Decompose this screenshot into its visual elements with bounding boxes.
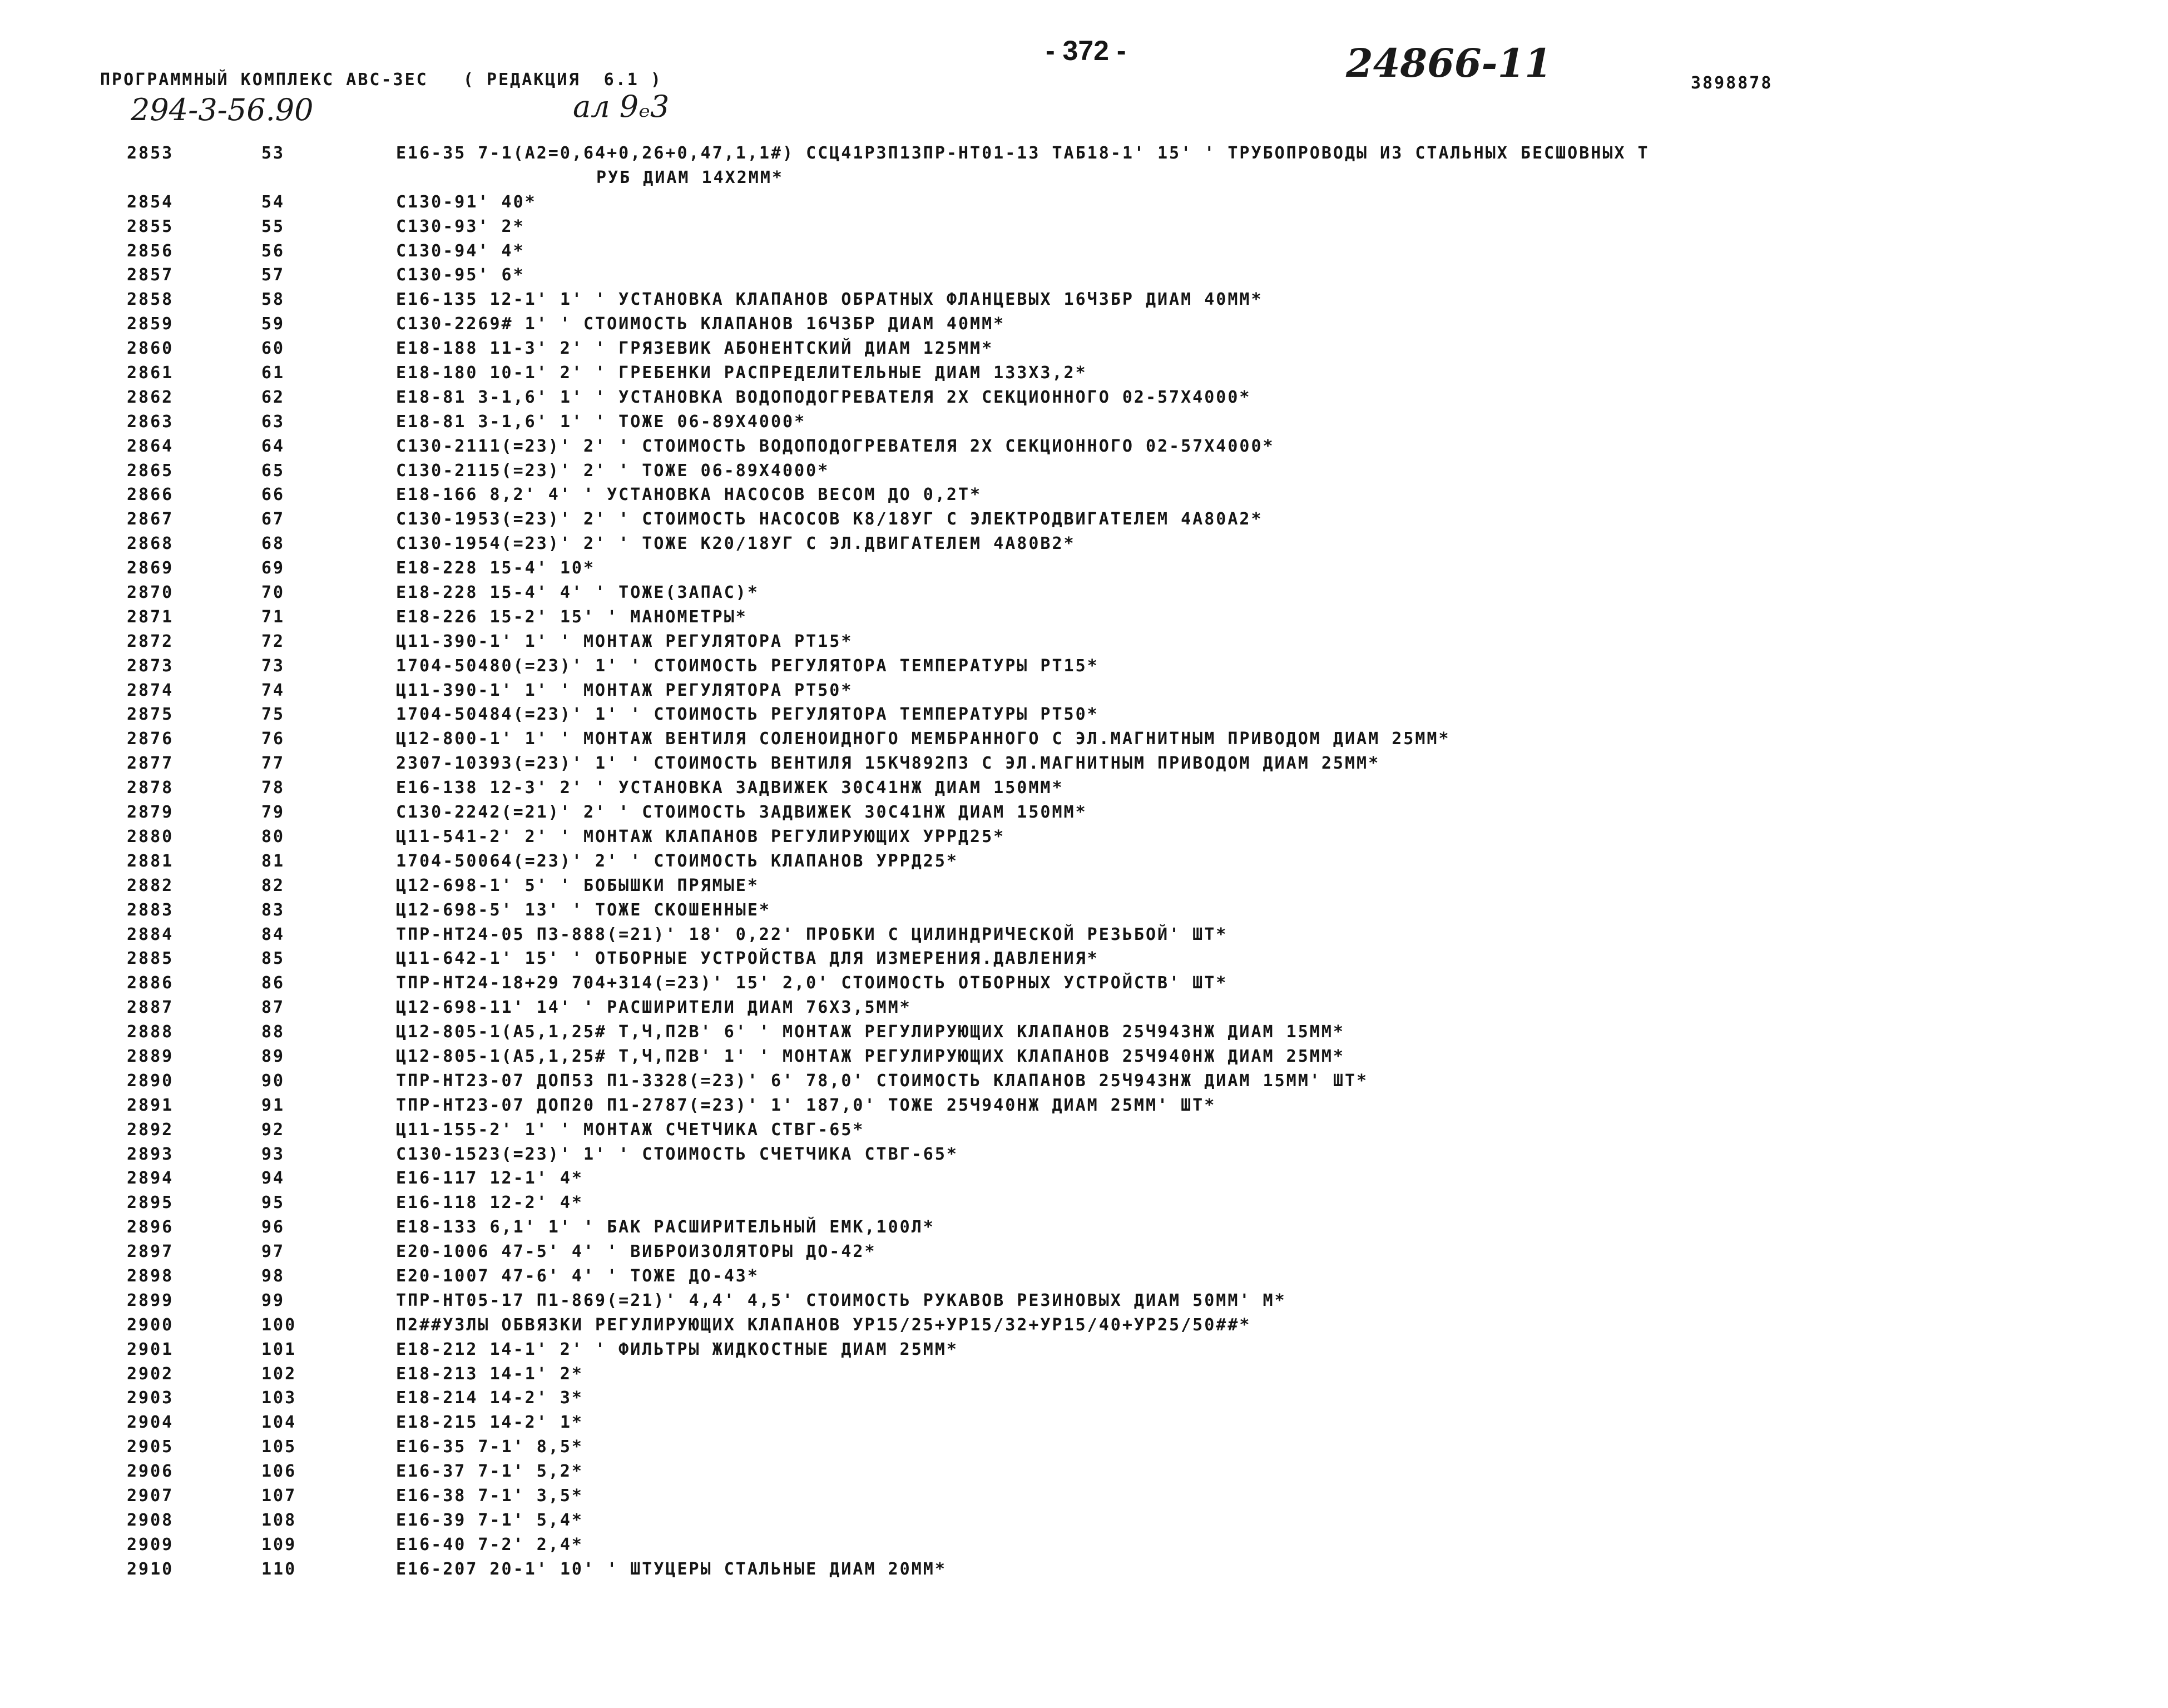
row-text: Е16-207 20-1' 10' ' ШТУЦЕРЫ СТАЛЬНЫЕ ДИАМ 20ММ* (396, 1559, 947, 1579)
listing-row (0, 507, 2168, 532)
listing-row (0, 654, 2168, 679)
row-text: Е16-35 7-1' 8,5* (396, 1437, 583, 1457)
listing-row-continuation (0, 166, 2168, 190)
row-number: 2888 (127, 1022, 174, 1042)
position-number: 59 (261, 314, 285, 334)
row-number: 2857 (127, 265, 174, 285)
listing-row (0, 947, 2168, 971)
listing-row (0, 825, 2168, 849)
position-number: 105 (261, 1437, 297, 1457)
row-number: 2887 (127, 998, 174, 1018)
row-number: 2867 (127, 509, 174, 529)
position-number: 91 (261, 1095, 285, 1115)
row-number: 2869 (127, 558, 174, 578)
position-number: 67 (261, 509, 285, 529)
row-text: С130-94' 4* (396, 241, 525, 261)
row-number: 2861 (127, 363, 174, 383)
position-number: 110 (261, 1559, 297, 1579)
row-number: 2886 (127, 973, 174, 993)
row-number: 2873 (127, 656, 174, 676)
position-number: 79 (261, 803, 285, 823)
position-number: 65 (261, 461, 285, 481)
row-number: 2878 (127, 778, 174, 798)
listing-row (0, 288, 2168, 312)
row-number: 2853 (127, 143, 174, 163)
row-number: 2891 (127, 1095, 174, 1115)
row-number: 2897 (127, 1242, 174, 1262)
listing-row (0, 1289, 2168, 1313)
row-text: 1704-50064(=23)' 2' ' СТОИМОСТЬ КЛАПАНОВ УРРД25* (396, 851, 958, 871)
listing-row (0, 1410, 2168, 1435)
row-text: ТПР-НТ24-18+29 704+314(=23)' 15' 2,0' СТОИМОСТЬ ОТБОРНЫХ УСТРОЙСТВ' ШТ* (396, 973, 1228, 993)
listing-row (0, 1020, 2168, 1044)
listing-row (0, 1264, 2168, 1289)
position-number: 104 (261, 1413, 297, 1433)
position-number: 97 (261, 1242, 285, 1262)
row-text: Е16-135 12-1' 1' ' УСТАНОВКА КЛАПАНОВ ОБРАТНЫХ ФЛАНЦЕВЫХ 16Ч3БР ДИАМ 40ММ* (396, 290, 1263, 310)
position-number: 73 (261, 656, 285, 676)
listing-row (0, 1484, 2168, 1508)
listing-row (0, 532, 2168, 556)
row-number: 2903 (127, 1388, 174, 1408)
position-number: 68 (261, 534, 285, 554)
listing-row (0, 1240, 2168, 1264)
row-text: Ц12-805-1(А5,1,25# Т,Ч,П2В' 1' ' МОНТАЖ РЕГУЛИРУЮЩИХ КЛАПАНОВ 25Ч940НЖ ДИАМ 25ММ* (396, 1046, 1345, 1066)
row-text: Е20-1006 47-5' 4' ' ВИБРОИЗОЛЯТОРЫ ДО-42* (396, 1242, 877, 1262)
row-text: ТПР-НТ23-07 ДОП53 П1-3328(=23)' 6' 78,0' СТОИМОСТЬ КЛАПАНОВ 25Ч943НЖ ДИАМ 15ММ' ШТ* (396, 1071, 1369, 1091)
listing-row (0, 581, 2168, 605)
listing-row (0, 1386, 2168, 1410)
listing-row (0, 239, 2168, 264)
position-number: 54 (261, 192, 285, 212)
row-number: 2858 (127, 290, 174, 310)
row-number: 2879 (127, 803, 174, 823)
row-text: Е18-215 14-2' 1* (396, 1413, 583, 1433)
position-number: 77 (261, 754, 285, 774)
listing-row (0, 898, 2168, 923)
listing-row (0, 1142, 2168, 1167)
row-text: Е16-117 12-1' 4* (396, 1169, 583, 1189)
position-number: 76 (261, 729, 285, 749)
row-number: 2871 (127, 607, 174, 627)
position-number: 98 (261, 1266, 285, 1286)
row-text: С130-2115(=23)' 2' ' ТОЖЕ 06-89Х4000* (396, 461, 830, 481)
position-number: 101 (261, 1339, 297, 1359)
position-number: 64 (261, 436, 285, 456)
page-number: - 372 - (1046, 35, 1126, 66)
position-number: 62 (261, 387, 285, 407)
position-number: 99 (261, 1290, 285, 1310)
listing-row (0, 1557, 2168, 1582)
listing-row (0, 459, 2168, 483)
position-number: 88 (261, 1022, 285, 1042)
row-number: 2868 (127, 534, 174, 554)
row-text: Е18-214 14-2' 3* (396, 1388, 583, 1408)
position-number: 106 (261, 1462, 297, 1482)
position-number: 81 (261, 851, 285, 871)
row-text: Ц11-390-1' 1' ' МОНТАЖ РЕГУЛЯТОРА РТ15* (396, 631, 853, 651)
row-text: Е18-133 6,1' 1' ' БАК РАСШИРИТЕЛЬНЫЙ ЕМК,100Л* (396, 1217, 935, 1237)
row-number: 2896 (127, 1217, 174, 1237)
row-text: Е18-213 14-1' 2* (396, 1364, 583, 1384)
row-number: 2859 (127, 314, 174, 334)
row-number: 2892 (127, 1120, 174, 1140)
row-number: 2890 (127, 1071, 174, 1091)
row-number: 2905 (127, 1437, 174, 1457)
listing-row (0, 410, 2168, 434)
row-number: 2855 (127, 216, 174, 236)
row-text: Ц12-698-11' 14' ' РАСШИРИТЕЛИ ДИАМ 76Х3,5ММ* (396, 998, 912, 1018)
row-text: Ц11-155-2' 1' ' МОНТАЖ СЧЕТЧИКА СТВГ-65* (396, 1120, 865, 1140)
listing-row (0, 361, 2168, 385)
position-number: 109 (261, 1534, 297, 1554)
row-text: С130-93' 2* (396, 216, 525, 236)
row-number: 2884 (127, 924, 174, 944)
listing-row (0, 1069, 2168, 1093)
position-number: 74 (261, 680, 285, 700)
row-text: С130-1954(=23)' 2' ' ТОЖЕ К20/18УГ С ЭЛ.ДВИГАТЕЛЕМ 4А80В2* (396, 534, 1076, 554)
listing-row (0, 849, 2168, 874)
position-number: 83 (261, 900, 285, 920)
position-number: 57 (261, 265, 285, 285)
position-number: 86 (261, 973, 285, 993)
position-number: 84 (261, 924, 285, 944)
position-number: 75 (261, 705, 285, 725)
row-text: Е20-1007 47-6' 4' ' ТОЖЕ ДО-43* (396, 1266, 759, 1286)
listing-row (0, 263, 2168, 288)
position-number: 72 (261, 631, 285, 651)
listing-row (0, 1459, 2168, 1484)
listing-row (0, 1166, 2168, 1191)
listing-row (0, 336, 2168, 361)
row-number: 2865 (127, 461, 174, 481)
position-number: 61 (261, 363, 285, 383)
listing-row (0, 727, 2168, 751)
row-number: 2902 (127, 1364, 174, 1384)
row-number: 2862 (127, 387, 174, 407)
row-text: Е18-180 10-1' 2' ' ГРЕБЕНКИ РАСПРЕДЕЛИТЕЛЬНЫЕ ДИАМ 133Х3,2* (396, 363, 1087, 383)
row-text: Е16-37 7-1' 5,2* (396, 1462, 583, 1482)
row-text: РУБ ДИАМ 14Х2ММ* (596, 167, 784, 187)
position-number: 82 (261, 875, 285, 895)
row-text: Ц11-390-1' 1' ' МОНТАЖ РЕГУЛЯТОРА РТ50* (396, 680, 853, 700)
row-number: 2894 (127, 1169, 174, 1189)
row-text: Ц12-800-1' 1' ' МОНТАЖ ВЕНТИЛЯ СОЛЕНОИДНОГО МЕМБРАННОГО С ЭЛ.МАГНИТНЫМ ПРИВОДОМ ДИАМ 25ММ* (396, 729, 1451, 749)
row-number: 2870 (127, 583, 174, 603)
position-number: 89 (261, 1046, 285, 1066)
listing-row (0, 751, 2168, 776)
row-number: 2874 (127, 680, 174, 700)
listing-row (0, 776, 2168, 800)
row-text: С130-2269# 1' ' СТОИМОСТЬ КЛАПАНОВ 16Ч3БР ДИАМ 40ММ* (396, 314, 1006, 334)
row-text: Е16-118 12-2' 4* (396, 1193, 583, 1213)
row-text: Ц12-698-1' 5' ' БОБЫШКИ ПРЯМЫЕ* (396, 875, 759, 895)
position-number: 108 (261, 1510, 297, 1530)
row-number: 2909 (127, 1534, 174, 1554)
position-number: 85 (261, 949, 285, 969)
row-number: 2908 (127, 1510, 174, 1530)
row-number: 2881 (127, 851, 174, 871)
row-text: Ц11-541-2' 2' ' МОНТАЖ КЛАПАНОВ РЕГУЛИРУЮЩИХ УРРД25* (396, 826, 1006, 846)
position-number: 90 (261, 1071, 285, 1091)
listing-row (0, 702, 2168, 727)
position-number: 66 (261, 485, 285, 505)
row-text: 1704-50480(=23)' 1' ' СТОИМОСТЬ РЕГУЛЯТОРА ТЕМПЕРАТУРЫ РТ15* (396, 656, 1099, 676)
row-number: 2904 (127, 1413, 174, 1433)
row-text: Е18-228 15-4' 4' ' ТОЖЕ(ЗАПАС)* (396, 583, 759, 603)
listing-row (0, 434, 2168, 459)
row-text: С130-2111(=23)' 2' ' СТОИМОСТЬ ВОДОПОДОГРЕВАТЕЛЯ 2Х СЕКЦИОННОГО 02-57Х4000* (396, 436, 1275, 456)
row-number: 2893 (127, 1144, 174, 1164)
row-number: 2866 (127, 485, 174, 505)
row-number: 2900 (127, 1315, 174, 1335)
row-number: 2863 (127, 412, 174, 432)
listing-row (0, 996, 2168, 1020)
position-number: 58 (261, 290, 285, 310)
position-number: 95 (261, 1193, 285, 1213)
row-number: 2883 (127, 900, 174, 920)
listing-row (0, 1215, 2168, 1240)
listing-row (0, 605, 2168, 630)
row-number: 2856 (127, 241, 174, 261)
row-number: 2872 (127, 631, 174, 651)
listing-row (0, 1338, 2168, 1362)
row-text: Е18-166 8,2' 4' ' УСТАНОВКА НАСОСОВ ВЕСОМ ДО 0,2Т* (396, 485, 982, 505)
listing-row (0, 1118, 2168, 1142)
listing-row (0, 312, 2168, 336)
row-text: С130-2242(=21)' 2' ' СТОИМОСТЬ ЗАДВИЖЕК 30С41НЖ ДИАМ 150ММ* (396, 803, 1087, 823)
row-text: Е18-212 14-1' 2' ' ФИЛЬТРЫ ЖИДКОСТНЫЕ ДИАМ 25ММ* (396, 1339, 958, 1359)
handwritten-document-number: 24866-11 (1346, 40, 1552, 86)
row-text: 2307-10393(=23)' 1' ' СТОИМОСТЬ ВЕНТИЛЯ 15КЧ892П3 С ЭЛ.МАГНИТНЫМ ПРИВОДОМ ДИАМ 25ММ* (396, 754, 1380, 774)
row-text: ТПР-НТ23-07 ДОП20 П1-2787(=23)' 1' 187,0' ТОЖЕ 25Ч940НЖ ДИАМ 25ММ' ШТ* (396, 1095, 1216, 1115)
row-number: 2910 (127, 1559, 174, 1579)
row-number: 2880 (127, 826, 174, 846)
position-number: 63 (261, 412, 285, 432)
row-text: П2##УЗЛЫ ОБВЯЗКИ РЕГУЛИРУЮЩИХ КЛАПАНОВ УР15/25+УР15/32+УР15/40+УР25/50##* (396, 1315, 1251, 1335)
position-number: 87 (261, 998, 285, 1018)
listing-row (0, 1044, 2168, 1069)
row-number: 2885 (127, 949, 174, 969)
document-id: 3898878 (1691, 73, 1773, 93)
row-text: Е18-188 11-3' 2' ' ГРЯЗЕВИК АБОНЕНТСКИЙ ДИАМ 125ММ* (396, 339, 994, 359)
row-text: Ц11-642-1' 15' ' ОТБОРНЫЕ УСТРОЙСТВА ДЛЯ ИЗМЕРЕНИЯ.ДАВЛЕНИЯ* (396, 949, 1099, 969)
row-text: С130-91' 40* (396, 192, 537, 212)
row-text: С130-1523(=23)' 1' ' СТОИМОСТЬ СЧЕТЧИКА СТВГ-65* (396, 1144, 958, 1164)
position-number: 55 (261, 216, 285, 236)
row-text: Ц12-698-5' 13' ' ТОЖЕ СКОШЕННЫЕ* (396, 900, 771, 920)
listing-row (0, 800, 2168, 825)
listing-row (0, 190, 2168, 215)
listing-row (0, 1435, 2168, 1459)
row-text: Ц12-805-1(А5,1,25# Т,Ч,П2В' 6' ' МОНТАЖ РЕГУЛИРУЮЩИХ КЛАПАНОВ 25Ч943НЖ ДИАМ 15ММ* (396, 1022, 1345, 1042)
row-number: 2895 (127, 1193, 174, 1213)
position-number: 69 (261, 558, 285, 578)
row-text: Е18-81 3-1,6' 1' ' УСТАНОВКА ВОДОПОДОГРЕВАТЕЛЯ 2Х СЕКЦИОННОГО 02-57Х4000* (396, 387, 1251, 407)
listing-row (0, 1313, 2168, 1338)
row-number: 2898 (127, 1266, 174, 1286)
row-number: 2882 (127, 875, 174, 895)
listing-row (0, 556, 2168, 581)
row-number: 2854 (127, 192, 174, 212)
position-number: 93 (261, 1144, 285, 1164)
position-number: 80 (261, 826, 285, 846)
listing-row (0, 679, 2168, 703)
listing-row (0, 385, 2168, 410)
position-number: 107 (261, 1486, 297, 1506)
listing-row (0, 923, 2168, 947)
row-text: Е18-228 15-4' 10* (396, 558, 596, 578)
row-text: Е18-226 15-2' 15' ' МАНОМЕТРЫ* (396, 607, 748, 627)
row-text: С130-1953(=23)' 2' ' СТОИМОСТЬ НАСОСОВ К8/18УГ С ЭЛЕКТРОДВИГАТЕЛЕМ 4А80А2* (396, 509, 1263, 529)
position-number: 60 (261, 339, 285, 359)
position-number: 94 (261, 1169, 285, 1189)
row-number: 2899 (127, 1290, 174, 1310)
row-text: Е18-81 3-1,6' 1' ' ТОЖЕ 06-89Х4000* (396, 412, 806, 432)
program-header: ПРОГРАММНЫЙ КОМПЛЕКС АВС-3ЕС ( РЕДАКЦИЯ 6.1 ) (100, 70, 662, 90)
row-text: Е16-39 7-1' 5,4* (396, 1510, 583, 1530)
listing-row (0, 874, 2168, 898)
listing-row (0, 215, 2168, 239)
position-number: 92 (261, 1120, 285, 1140)
listing-row (0, 141, 2168, 166)
listing-row (0, 1362, 2168, 1387)
row-text: Е16-35 7-1(А2=0,64+0,26+0,47,1,1#) ССЦ41Р3П13ПР-НТ01-13 ТАБ18-1' 15' ' ТРУБОПРОВОДЫ ИЗ СТАЛЬНЫХ БЕСШОВНЫХ Т (396, 143, 1650, 163)
row-number: 2875 (127, 705, 174, 725)
listing-row (0, 630, 2168, 654)
position-number: 53 (261, 143, 285, 163)
row-text: ТПР-НТ05-17 П1-869(=21)' 4,4' 4,5' СТОИМОСТЬ РУКАВОВ РЕЗИНОВЫХ ДИАМ 50ММ' М* (396, 1290, 1286, 1310)
handwritten-mark: ал 9ₑ3 (573, 89, 670, 124)
position-number: 102 (261, 1364, 297, 1384)
row-text: С130-95' 6* (396, 265, 525, 285)
row-number: 2901 (127, 1339, 174, 1359)
listing-row (0, 483, 2168, 507)
row-number: 2876 (127, 729, 174, 749)
listing-row (0, 1533, 2168, 1557)
position-number: 78 (261, 778, 285, 798)
row-number: 2907 (127, 1486, 174, 1506)
row-number: 2877 (127, 754, 174, 774)
handwritten-code: 294-3-56.90 (131, 92, 314, 127)
listing-row (0, 1191, 2168, 1215)
listing-row (0, 1093, 2168, 1118)
position-number: 103 (261, 1388, 297, 1408)
row-text: Е16-38 7-1' 3,5* (396, 1486, 583, 1506)
row-number: 2906 (127, 1462, 174, 1482)
row-number: 2860 (127, 339, 174, 359)
position-number: 71 (261, 607, 285, 627)
position-number: 100 (261, 1315, 297, 1335)
row-text: Е16-40 7-2' 2,4* (396, 1534, 583, 1554)
row-text: 1704-50484(=23)' 1' ' СТОИМОСТЬ РЕГУЛЯТОРА ТЕМПЕРАТУРЫ РТ50* (396, 705, 1099, 725)
row-number: 2889 (127, 1046, 174, 1066)
listing-row (0, 1508, 2168, 1533)
position-number: 70 (261, 583, 285, 603)
row-text: ТПР-НТ24-05 П3-888(=21)' 18' 0,22' ПРОБКИ С ЦИЛИНДРИЧЕСКОЙ РЕЗЬБОЙ' ШТ* (396, 924, 1228, 944)
position-number: 96 (261, 1217, 285, 1237)
row-number: 2864 (127, 436, 174, 456)
listing-row (0, 971, 2168, 996)
position-number: 56 (261, 241, 285, 261)
row-text: Е16-138 12-3' 2' ' УСТАНОВКА ЗАДВИЖЕК 30С41НЖ ДИАМ 150ММ* (396, 778, 1064, 798)
estimate-listing (0, 141, 2168, 1582)
